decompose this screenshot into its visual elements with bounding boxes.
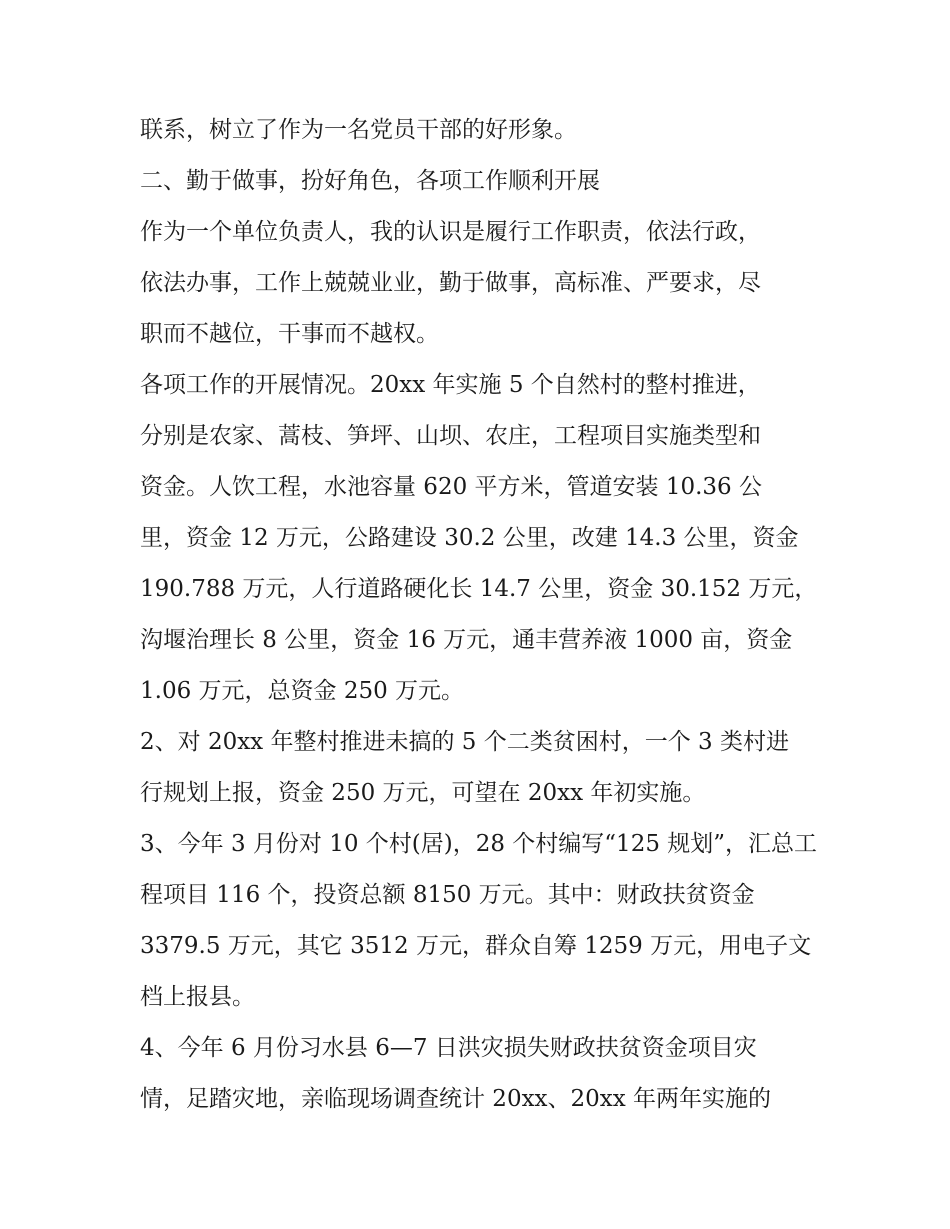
text-line: 依法办事，工作上兢兢业业，勤于做事，高标准、严要求，尽 bbox=[140, 270, 761, 296]
paragraph-work-progress bbox=[140, 360, 820, 717]
text-line: 分别是农家、蒿枝、笋坪、山坝、农庄，工程项目实施类型和 bbox=[140, 423, 761, 449]
paragraph-responsibility bbox=[140, 207, 820, 360]
text-line: 职而不越位，干事而不越权。 bbox=[140, 321, 439, 347]
list-item-3 bbox=[140, 819, 820, 1023]
text-line: 各项工作的开展情况。20xx 年实施 5 个自然村的整村推进， bbox=[140, 372, 761, 398]
text-line: 作为一个单位负责人，我的认识是履行工作职责，依法行政， bbox=[140, 219, 761, 245]
text-line: 情，足踏灾地，亲临现场调查统计 20xx、20xx 年两年实施的 bbox=[140, 1086, 772, 1112]
text-line: 程项目 116 个，投资总额 8150 万元。其中：财政扶贫资金 bbox=[140, 882, 755, 908]
text-line: 190.788 万元，人行道路硬化长 14.7 公里，资金 30.152 万元， bbox=[140, 576, 818, 602]
heading-line: 二、勤于做事，扮好角色，各项工作顺利开展 bbox=[140, 168, 600, 194]
document-body bbox=[140, 105, 820, 1125]
text-line: 2、对 20xx 年整村推进未搞的 5 个二类贫困村，一个 3 类村进 bbox=[140, 729, 789, 755]
text-line: 1.06 万元，总资金 250 万元。 bbox=[140, 678, 465, 704]
text-line: 4、今年 6 月份习水县 6—7 日洪灾损失财政扶贫资金项目灾 bbox=[140, 1035, 757, 1061]
list-item-4 bbox=[140, 1023, 820, 1125]
text-line: 沟堰治理长 8 公里，资金 16 万元，通丰营养液 1000 亩，资金 bbox=[140, 627, 793, 653]
section-heading bbox=[140, 156, 820, 207]
text-line: 档上报县。 bbox=[140, 984, 255, 1010]
text-line: 联系，树立了作为一名党员干部的好形象。 bbox=[140, 117, 577, 143]
text-line: 里，资金 12 万元，公路建设 30.2 公里，改建 14.3 公里，资金 bbox=[140, 525, 799, 551]
text-line: 3379.5 万元，其它 3512 万元，群众自筹 1259 万元，用电子文 bbox=[140, 933, 812, 959]
text-line: 资金。人饮工程，水池容量 620 平方米，管道安装 10.36 公 bbox=[140, 474, 762, 500]
text-line: 3、今年 3 月份对 10 个村(居)，28 个村编写“125 规划”，汇总工 bbox=[140, 831, 818, 857]
paragraph-closing-sentence bbox=[140, 105, 820, 156]
text-line: 行规划上报，资金 250 万元，可望在 20xx 年初实施。 bbox=[140, 780, 706, 806]
list-item-2 bbox=[140, 717, 820, 819]
